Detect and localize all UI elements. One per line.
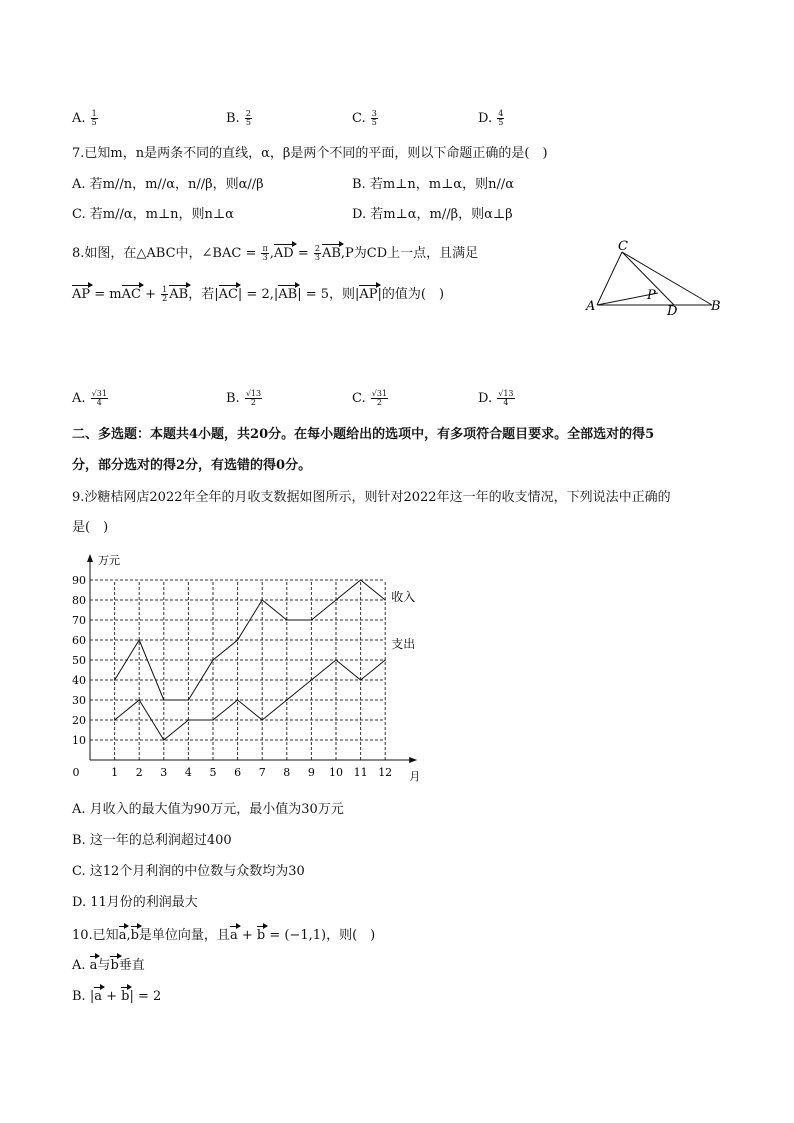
q7-option-c: C. 若m//α，m⊥n，则n⊥α xyxy=(72,207,234,222)
y-tick-label: 30 xyxy=(72,694,86,707)
income-point xyxy=(311,619,312,620)
fraction: $\frac{√13}{4}$ xyxy=(498,389,514,407)
label-d: D xyxy=(667,304,678,316)
y-tick-label: 80 xyxy=(72,594,86,607)
x-tick-label: 6 xyxy=(234,766,242,779)
q6-option-a: A. $\frac{1}{5}$ xyxy=(72,109,97,127)
vector-ac: AC xyxy=(218,287,238,302)
y-tick-label: 20 xyxy=(72,714,86,727)
q10-option-a: A. a与b垂直 xyxy=(72,958,145,973)
q10-option-b: B. |a + b| = 2 xyxy=(72,989,162,1004)
y-axis-label: 万元 xyxy=(98,554,120,567)
income-point xyxy=(212,659,213,660)
label-c: C xyxy=(618,239,628,254)
y-tick-label: 90 xyxy=(72,574,86,587)
expense-point xyxy=(163,739,164,740)
x-tick-label: 11 xyxy=(353,766,368,779)
income-point xyxy=(385,599,386,600)
q7-option-b: B. 若m⊥n，m⊥α，则n//α xyxy=(352,177,514,192)
q9-option-c: C. 这12个月利润的中位数与众数均为30 xyxy=(72,864,305,879)
q9-stem-cont: 是( ) xyxy=(72,520,109,535)
vector-ap: AP xyxy=(72,287,91,302)
side-ac xyxy=(597,252,622,305)
income-point xyxy=(114,679,115,680)
expense-point xyxy=(360,679,361,680)
fraction: $\frac{√31}{4}$ xyxy=(91,389,107,407)
x-tick-label: 1 xyxy=(111,766,119,779)
expense-point xyxy=(139,699,140,700)
q8-option-d: D. $\frac{√13}{4}$ xyxy=(478,389,514,407)
vector-a: a xyxy=(89,958,98,973)
triangle-figure xyxy=(580,236,730,316)
q6-option-d: D. $\frac{4}{5}$ xyxy=(478,109,504,127)
income-point xyxy=(188,699,189,700)
q9-option-a: A. 月收入的最大值为90万元，最小值为30万元 xyxy=(72,802,344,817)
income-point xyxy=(286,619,287,620)
income-point xyxy=(237,639,238,640)
fraction: $\frac{√31}{2}$ xyxy=(371,389,388,407)
vector-a: a xyxy=(229,928,238,943)
x-tick-label: 5 xyxy=(209,766,217,779)
expense-point xyxy=(212,719,213,720)
fraction: $\frac{1}{5}$ xyxy=(91,109,97,127)
x-tick-label: 7 xyxy=(258,766,266,779)
vector-b: b xyxy=(130,928,139,943)
vector-ad: AD xyxy=(273,246,294,261)
x-axis-label: 月 xyxy=(409,770,421,783)
vector-ab: AB xyxy=(278,287,298,302)
x-tick-label: 10 xyxy=(329,766,343,779)
section-heading-cont: 分，部分选对的得2分，有选错的得0分。 xyxy=(72,458,312,473)
q6-option-b: B. $\frac{2}{5}$ xyxy=(226,109,251,127)
q8-option-b: B. $\frac{√13}{2}$ xyxy=(226,389,262,407)
label-p: P xyxy=(647,288,656,303)
y-tick-label: 10 xyxy=(72,734,86,747)
y-axis-arrow xyxy=(87,554,93,562)
y-tick-label: 50 xyxy=(72,654,86,667)
vector-a: a xyxy=(94,989,102,1004)
q9-stem: 9.沙糖桔网店2022年全年的月收支数据如图所示，则针对2022年这一年的收支情况，下列说法中正确的 xyxy=(72,490,671,505)
q8-option-c: C. $\frac{√31}{2}$ xyxy=(352,389,388,407)
q6-option-c: C. $\frac{3}{5}$ xyxy=(352,109,377,127)
fraction: $\frac{2}{5}$ xyxy=(245,109,251,127)
vector-ap: AP xyxy=(359,287,378,302)
x-tick-label: 2 xyxy=(135,766,143,779)
vector-b: b xyxy=(121,989,130,1004)
fraction: $\frac{√13}{2}$ xyxy=(245,389,262,407)
expense-series-label: 支出 xyxy=(391,637,416,651)
income-point xyxy=(163,699,164,700)
vector-ab: AB xyxy=(169,287,189,302)
income-expense-chart xyxy=(60,548,440,783)
section-heading: 二、多选题：本题共4小题，共20分。在每小题给出的选项中，有多项符合题目要求。全部选对的得5 xyxy=(72,427,655,442)
ad-fraction: $\frac{2}{3}$ xyxy=(314,244,320,262)
expense-point xyxy=(286,699,287,700)
x-tick-label: 12 xyxy=(378,766,393,779)
expense-point xyxy=(385,659,386,660)
vector-b: b xyxy=(110,958,119,973)
x-axis-arrow xyxy=(409,757,417,763)
angle-fraction: $\frac{\pi}{3}$ xyxy=(262,244,268,262)
x-tick-label: 9 xyxy=(307,766,315,779)
origin-label: 0 xyxy=(72,766,80,779)
q9-option-b: B. 这一年的总利润超过400 xyxy=(72,833,232,848)
label-a: A xyxy=(586,299,596,314)
q9-option-d: D. 11月份的利润最大 xyxy=(72,895,198,910)
expense-point xyxy=(114,719,115,720)
income-series-label: 收入 xyxy=(391,590,416,604)
expense-point xyxy=(262,719,263,720)
vector-ab: AB xyxy=(321,246,341,261)
x-tick-label: 3 xyxy=(160,766,168,779)
q8-condition: AP = mAC + $\frac{1}{2}$ AB，若|AC| = 2,|AB| = 5，则|AP|的值为( ) xyxy=(72,285,445,303)
y-tick-label: 40 xyxy=(72,674,86,687)
income-point xyxy=(335,599,336,600)
income-point xyxy=(262,599,263,600)
label-b: B xyxy=(711,299,721,314)
vector-ac: AC xyxy=(121,287,141,302)
x-tick-label: 4 xyxy=(184,766,192,779)
q7-stem: 7.已知m，n是两条不同的直线，α，β是两个不同的平面，则以下命题正确的是( ) xyxy=(72,146,548,161)
expense-point xyxy=(188,719,189,720)
fraction: $\frac{4}{5}$ xyxy=(498,109,504,127)
x-tick-label: 8 xyxy=(283,766,291,779)
fraction: $\frac{3}{5}$ xyxy=(371,109,377,127)
expense-point xyxy=(335,659,336,660)
q8-stem: 8.如图，在△ABC中，∠BAC = $\frac{\pi}{3}$ ,AD = $\frac{2}{3}$ AB,P为CD上一点，且满足 xyxy=(72,244,479,262)
vector-b: b xyxy=(256,928,266,943)
expense-point xyxy=(237,699,238,700)
q10-stem: 10.已知a,b是单位向量，且a + b = (−1,1)，则( ) xyxy=(72,928,376,943)
y-tick-label: 60 xyxy=(72,634,86,647)
q7-option-a: A. 若m//n，m//α，n//β，则α//β xyxy=(72,177,264,192)
vector-a: a xyxy=(118,928,127,943)
q8-option-a: A. $\frac{√31}{4}$ xyxy=(72,389,107,407)
expense-point xyxy=(311,679,312,680)
income-point xyxy=(360,579,361,580)
y-tick-label: 70 xyxy=(72,614,86,627)
q7-option-d: D. 若m⊥α，m//β，则α⊥β xyxy=(352,207,513,222)
income-point xyxy=(139,639,140,640)
half-fraction: $\frac{1}{2}$ xyxy=(162,285,168,303)
